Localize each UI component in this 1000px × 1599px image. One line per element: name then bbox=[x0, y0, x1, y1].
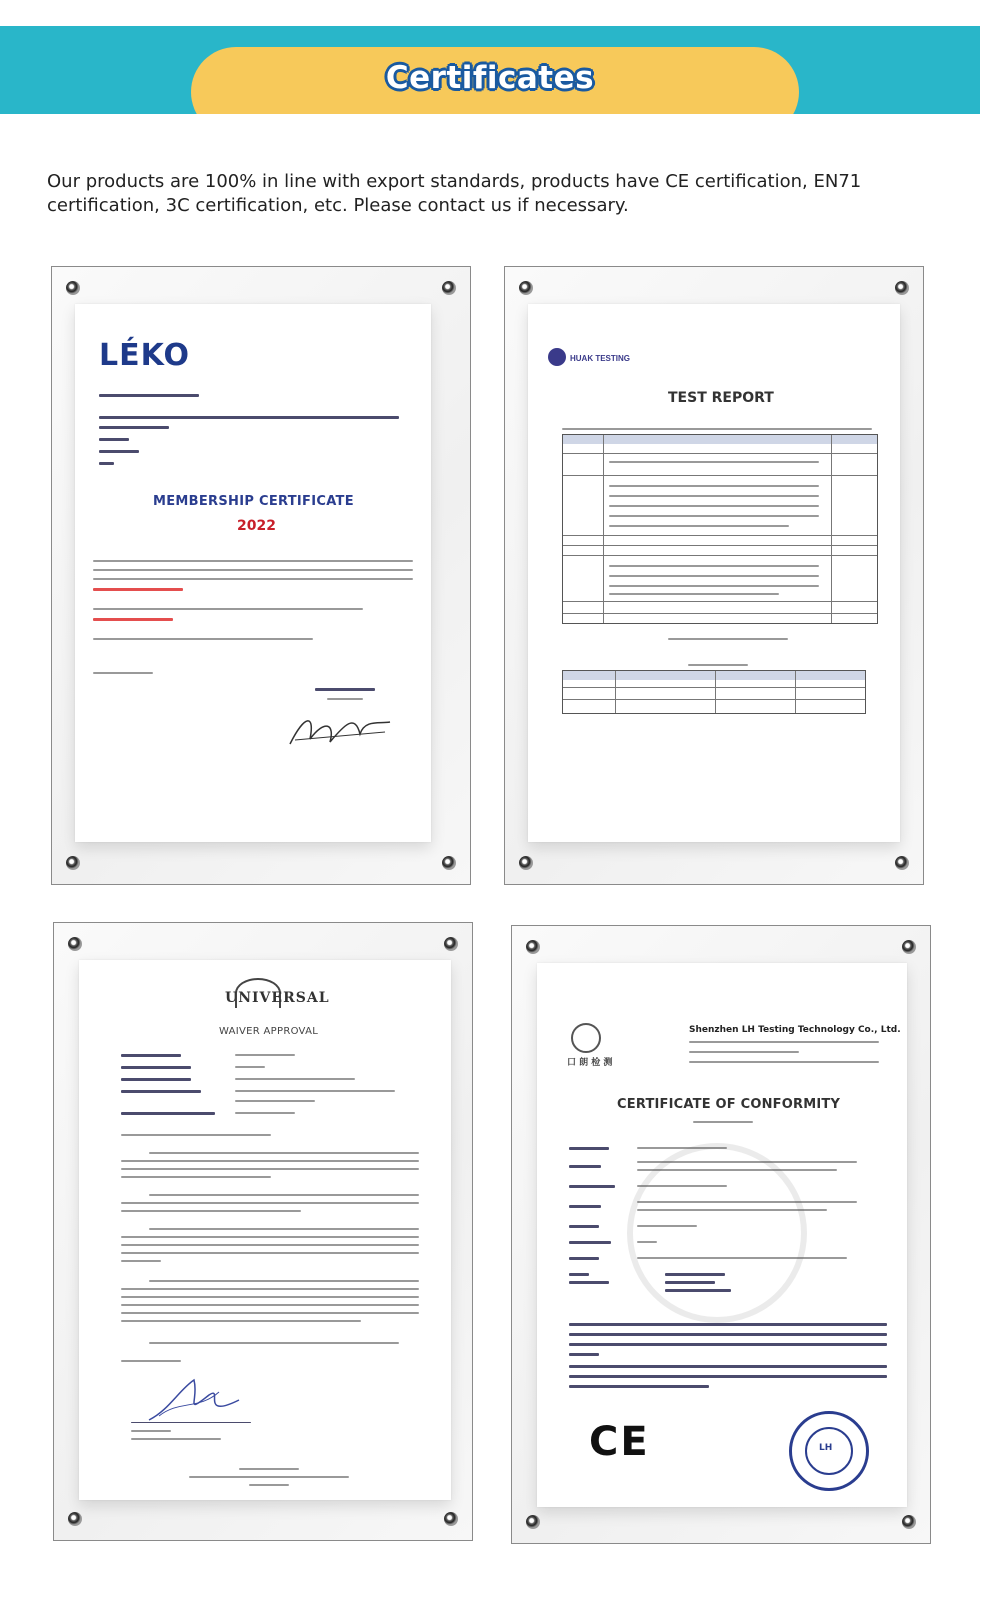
screw-icon bbox=[68, 937, 82, 951]
certificate-year: 2022 bbox=[237, 518, 276, 534]
screw-icon bbox=[902, 1515, 916, 1529]
certificate-frame-membership[interactable] bbox=[51, 266, 471, 885]
screw-icon bbox=[442, 856, 456, 870]
screw-icon bbox=[895, 281, 909, 295]
screw-icon bbox=[68, 1512, 82, 1526]
screw-icon bbox=[526, 1515, 540, 1529]
certificate-frame-waiver[interactable] bbox=[53, 922, 473, 1541]
intro-text: Our products are 100% in line with export standards, products have CE certification, EN71 certification, 3C certification, etc. Please contact us if necessary. bbox=[47, 171, 862, 216]
huak-logo-icon bbox=[548, 348, 566, 366]
screw-icon bbox=[444, 1512, 458, 1526]
certificate-title: TEST REPORT bbox=[668, 390, 774, 406]
certificate-paper bbox=[79, 960, 451, 1500]
certificate-paper bbox=[528, 304, 900, 842]
certificate-title: MEMBERSHIP CERTIFICATE bbox=[153, 494, 354, 509]
certificate-paper bbox=[537, 963, 907, 1507]
screw-icon bbox=[519, 281, 533, 295]
modification-table bbox=[562, 670, 866, 714]
screw-icon bbox=[519, 856, 533, 870]
lh-chinese-mark: 口 朗 检 测 bbox=[567, 1058, 613, 1068]
company-name: Shenzhen LH Testing Technology Co., Ltd. bbox=[689, 1025, 901, 1035]
screw-icon bbox=[526, 940, 540, 954]
screw-icon bbox=[902, 940, 916, 954]
test-results-table bbox=[562, 434, 878, 624]
screw-icon bbox=[442, 281, 456, 295]
signature bbox=[285, 704, 395, 754]
screw-icon bbox=[444, 937, 458, 951]
ce-mark: CE bbox=[589, 1419, 650, 1465]
certificate-paper bbox=[75, 304, 431, 842]
stamp-mark: LH bbox=[819, 1443, 833, 1453]
screw-icon bbox=[66, 856, 80, 870]
certificate-title: WAIVER APPROVAL bbox=[219, 1026, 319, 1037]
section-title: Certificates bbox=[385, 60, 595, 96]
signature bbox=[139, 1370, 249, 1430]
certificate-title: CERTIFICATE OF CONFORMITY bbox=[617, 1097, 841, 1112]
lh-logo-icon bbox=[571, 1023, 601, 1053]
testing-org: HUAK TESTING bbox=[570, 354, 630, 363]
universal-logo: UNIVERSAL bbox=[225, 990, 330, 1006]
leko-logo: LÉKO bbox=[99, 338, 191, 373]
certificate-frame-test-report[interactable] bbox=[504, 266, 924, 885]
screw-icon bbox=[66, 281, 80, 295]
certificate-frame-conformity[interactable] bbox=[511, 925, 931, 1544]
screw-icon bbox=[895, 856, 909, 870]
